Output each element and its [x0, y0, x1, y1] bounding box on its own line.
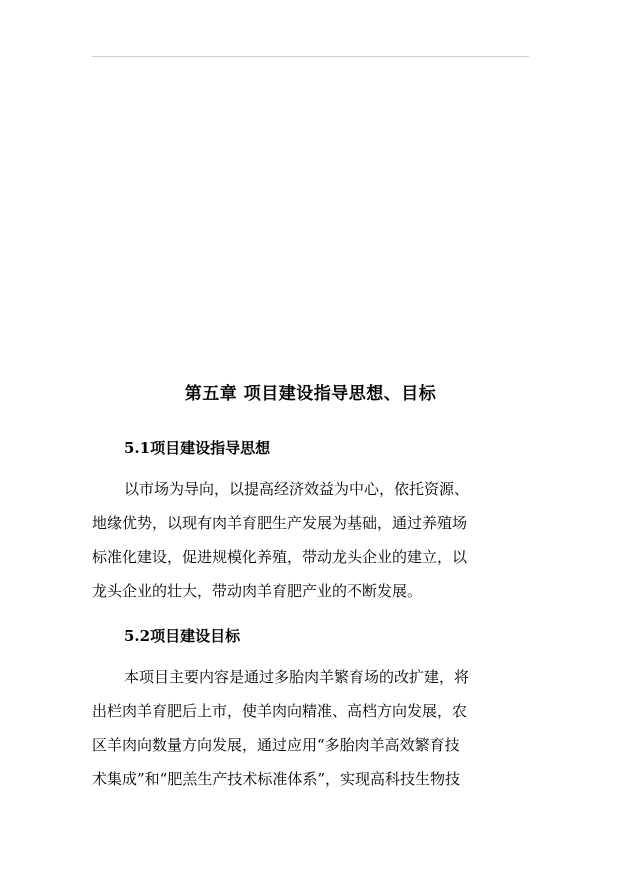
paragraph-line: 以市场为导向，以提高经济效益为中心，依托资源、 [124, 480, 470, 498]
section-heading: 5.1项目建设指导思想 [124, 439, 271, 457]
section-heading: 5.2项目建设目标 [124, 627, 241, 645]
paragraph-line: 龙头企业的壮大，带动肉羊育肥产业的不断发展。 [92, 582, 423, 600]
section-paragraph [92, 472, 532, 608]
chapter-title: 第五章 项目建设指导思想、目标 [184, 384, 437, 404]
section-paragraph [92, 660, 532, 796]
page-header-rule [92, 56, 529, 57]
paragraph-line: 出栏肉羊育肥后上市，使羊肉向精准、高档方向发展，农 [92, 702, 468, 720]
paragraph-line: 地缘优势，以现有肉羊育肥生产发展为基础，通过养殖场 [92, 514, 468, 532]
paragraph-line: 本项目主要内容是通过多胎肉羊繁育场的改扩建，将 [124, 668, 470, 686]
paragraph-line: 区羊肉向数量方向发展，通过应用“多胎肉羊高效繁育技 [92, 736, 460, 754]
paragraph-line: 标准化建设，促进规模化养殖，带动龙头企业的建立，以 [92, 548, 468, 566]
paragraph-line: 术集成”和“肥羔生产技术标准体系”，实现高科技生物技 [92, 770, 461, 788]
